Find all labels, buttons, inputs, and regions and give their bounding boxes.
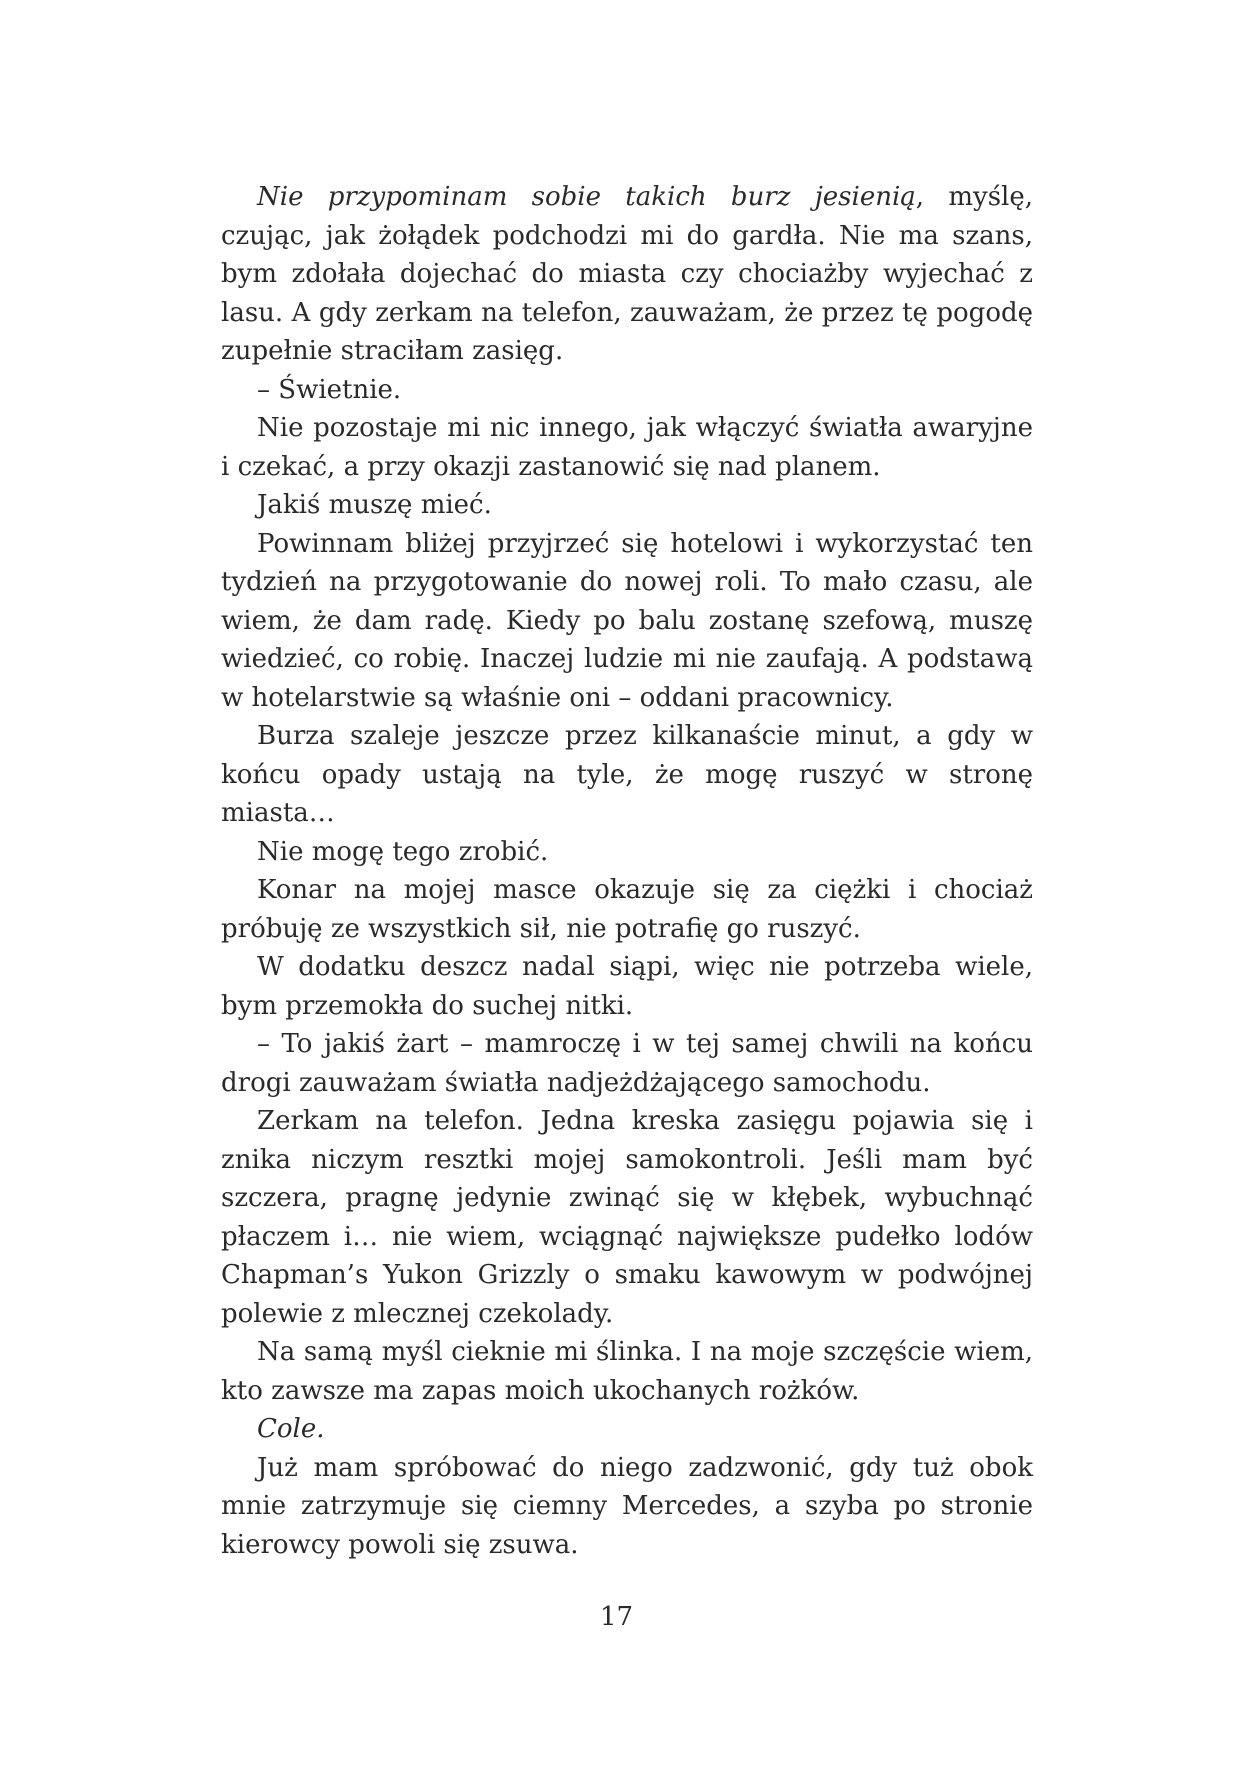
paragraph-text: Na samą myśl cieknie mi ślinka. I na moje szczęście wiem, kto zawsze ma zapas moich ukochanych rożków.	[221, 1337, 1033, 1406]
paragraph-text: W dodatku deszcz nadal siąpi, więc nie potrzeba wiele, bym przemokła do suchej nitki.	[221, 952, 1033, 1021]
italic-thought: Nie przypominam sobie takich burz jesienią	[257, 182, 916, 212]
paragraph-1	[221, 178, 1033, 371]
body-text	[221, 178, 1033, 1564]
paragraph-14	[221, 1449, 1033, 1565]
paragraph-text: Burza szaleje jeszcze przez kilkanaście minut, a gdy w końcu opady ustają na tyle, że mogę ruszyć w stronę miasta…	[221, 721, 1033, 828]
paragraph-text: Konar na mojej masce okazuje się za ciężki i chociaż próbuję ze wszystkich sił, nie potrafię go ruszyć.	[221, 875, 1033, 944]
paragraph-10	[221, 1025, 1033, 1102]
paragraph-text: Nie mogę tego zrobić.	[257, 836, 549, 867]
paragraph-13	[221, 1410, 1033, 1449]
paragraph-3	[221, 409, 1033, 486]
paragraph-5	[221, 525, 1033, 718]
paragraph-11	[221, 1102, 1033, 1333]
paragraph-12	[221, 1333, 1033, 1410]
paragraph-text: , myślę, czując, jak żołądek podchodzi mi do gardła. Nie ma szans, bym zdołała dojechać do miasta czy chociażby wyjechać z lasu. A gdy zerkam na telefon, zauważam, że przez tę pogodę zupełnie straciłam zasięg.	[221, 182, 1034, 366]
page-number: 17	[599, 1602, 634, 1632]
paragraph-text: Zerkam na telefon. Jedna kreska zasięgu pojawia się i znika niczym resztki mojej samokontroli. Jeśli mam być szczera, pragnę jedynie zwinąć się w kłębek, wybuchnąć płaczem i… nie wiem, wciągnąć największe pudełko lodów Chapman’s Yukon Grizzly o smaku kawowym w podwójnej polewie z mlecznej czekolady.	[221, 1106, 1033, 1329]
paragraph-7	[221, 833, 1033, 872]
paragraph-2	[221, 371, 1033, 410]
paragraph-text: Powinnam bliżej przyjrzeć się hotelowi i wykorzystać ten tydzień na przygotowanie do nowej roli. To mało czasu, ale wiem, że dam radę. Kiedy po balu zostanę szefową, muszę wiedzieć, co robię. Inaczej ludzie mi nie zaufają. A podstawą w hotelarstwie są właśnie oni – oddani pracownicy.	[221, 528, 1033, 713]
paragraph-4	[221, 486, 1033, 525]
dialogue-line: – To jakiś żart – mamroczę i w tej samej chwili na końcu drogi zauważam światła nadjeżdżającego samochodu.	[221, 1029, 1033, 1098]
paragraph-8	[221, 871, 1033, 948]
paragraph-text: Już mam spróbować do niego zadzwonić, gdy tuż obok mnie zatrzymuje się ciemny Mercedes, a szyba po stronie kierowcy powoli się zsuwa.	[221, 1452, 1033, 1560]
paragraph-text: Nie pozostaje mi nic innego, jak włączyć światła awaryjne i czekać, a przy okazji zastanowić się nad planem.	[221, 413, 1033, 482]
paragraph-6	[221, 717, 1033, 833]
paragraph-9	[221, 948, 1033, 1025]
italic-thought: Cole.	[257, 1414, 325, 1444]
paragraph-text: Jakiś muszę mieć.	[257, 490, 492, 520]
dialogue-line: – Świetnie.	[257, 374, 402, 405]
